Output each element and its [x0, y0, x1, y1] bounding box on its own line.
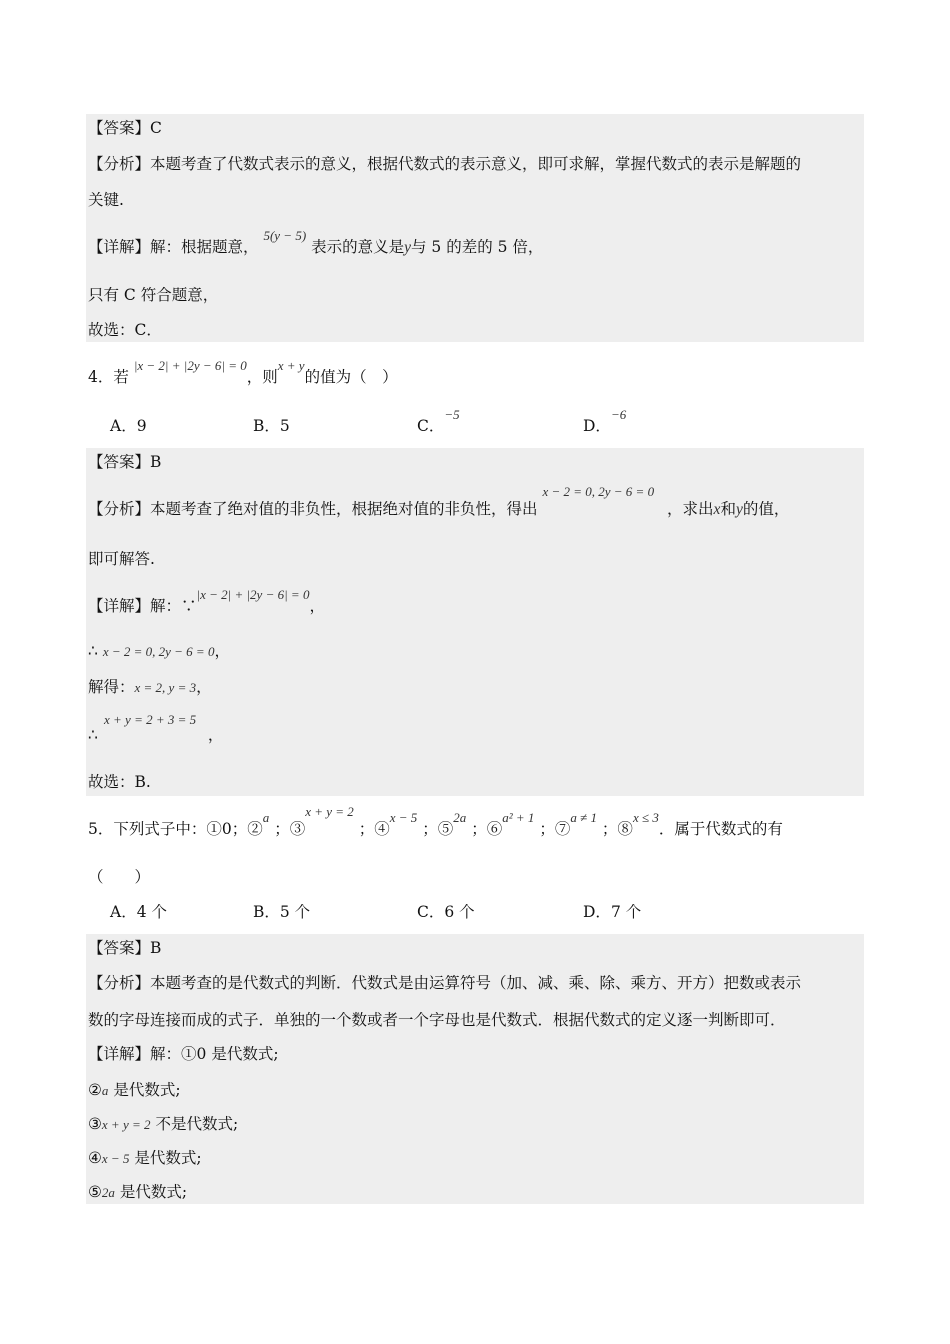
option-c: C．6 个 — [417, 903, 475, 921]
answer-label: 【答案】B — [88, 939, 162, 957]
choice-text: 故选：B. — [88, 773, 151, 791]
analysis-text-cont: 数的字母连接而成的式子．单独的一个数或者一个字母也是代数式．根据代数式的定义逐一判断即可． — [88, 1011, 786, 1029]
math-expression: |x − 2| + |2y − 6| = 0 — [196, 587, 310, 602]
detail-line-4: ④x − 5 是代数式; — [88, 1149, 202, 1167]
question-number: 4．若 — [88, 368, 129, 386]
question-tail: 的值为（ ） — [304, 368, 398, 386]
solution-block-1 — [86, 114, 864, 342]
option-a: A．9 — [110, 417, 147, 435]
question-mid: ，则 — [246, 368, 278, 386]
option-b: B．5 — [253, 417, 290, 435]
detail-suffix-2: 与 5 的差的 5 倍， — [411, 238, 544, 256]
choice-text: 故选：C． — [88, 321, 162, 339]
analysis-text-cont: 即可解答. — [88, 550, 155, 568]
step-line-1: ∴ x − 2 = 0, 2y − 6 = 0， — [88, 642, 230, 660]
question-4 — [88, 358, 398, 389]
detail-text: 只有 C 符合题意， — [88, 286, 219, 304]
detail-line-1: 【详解】解：①0 是代数式; — [88, 1045, 279, 1063]
option-c: C．$^{-5}$ — [417, 407, 460, 435]
option-d: D．7 个 — [583, 903, 642, 921]
math-condition: |x − 2| + |2y − 6| = 0 — [133, 358, 247, 373]
detail-prefix: 【详解】解：根据题意， — [88, 238, 259, 256]
option-d: D．$^{-6}$ — [583, 407, 627, 435]
option-b: B．5 个 — [253, 903, 311, 921]
detail-suffix: 表示的意义是 — [311, 238, 405, 256]
math-expression: 5(y − 5) — [263, 228, 307, 243]
detail-line-3: ③x + y = 2 不是代数式; — [88, 1115, 239, 1133]
analysis-line: 【分析】本题考查了绝对值的非负性，根据绝对值的非负性，得出 $^{x - 2 = 0, 2y - 6 = 0}$ ，求出x和y的值， — [88, 484, 790, 518]
math-expression: x + y — [277, 358, 305, 373]
step-line-3: ∴ ， — [88, 726, 224, 744]
math-expression: x = 2, y = 3 — [134, 680, 197, 695]
math-expression: x + y = 2 + 3 = 5 — [104, 712, 197, 727]
math-var: y — [404, 239, 411, 256]
detail-line: 【详解】解：∵$^{|x - 2| + |2y - 6| = 0}$， — [88, 587, 325, 615]
option-a: A．4 个 — [110, 903, 167, 921]
analysis-text: 【分析】本题考查了代数式表示的意义，根据代数式的表示意义，即可求解，掌握代数式的表示是解题的 — [88, 155, 802, 173]
question-5: 5．下列式子中：①0；②$^a$ ；③$^{x + y = 2}$ ；④$^{x - 5}$ ；⑤$^{2a}$ ；⑥$^{a^2 + 1}$ ；⑦$^{a \ne 1}$ ；⑧$^{x \le 3}$．属于代数式的有 — [88, 804, 783, 838]
detail-line — [88, 228, 544, 259]
analysis-suffix: ，求出 — [667, 500, 714, 518]
analysis-text: 【分析】本题考查的是代数式的判断．代数式是由运算符号（加、减、乘、除、乘方、开方）把数或表示 — [88, 974, 802, 992]
math-expression: x − 2 = 0, 2y − 6 = 0 — [102, 644, 215, 659]
answer-label: 【答案】C — [88, 119, 162, 137]
analysis-text-cont: 关键. — [88, 191, 124, 209]
answer-label: 【答案】B — [88, 453, 162, 471]
answer-paren: （ ） — [88, 868, 151, 886]
detail-line-5: ⑤2a 是代数式; — [88, 1183, 188, 1201]
step-line-2: 解得：x = 2, y = 3， — [88, 678, 212, 696]
math-expression: x − 2 = 0, 2y − 6 = 0 — [542, 484, 655, 499]
detail-line-2: ②a 是代数式; — [88, 1081, 181, 1099]
analysis-prefix: 【分析】本题考查了绝对值的非负性，根据绝对值的非负性，得出 — [88, 500, 538, 518]
